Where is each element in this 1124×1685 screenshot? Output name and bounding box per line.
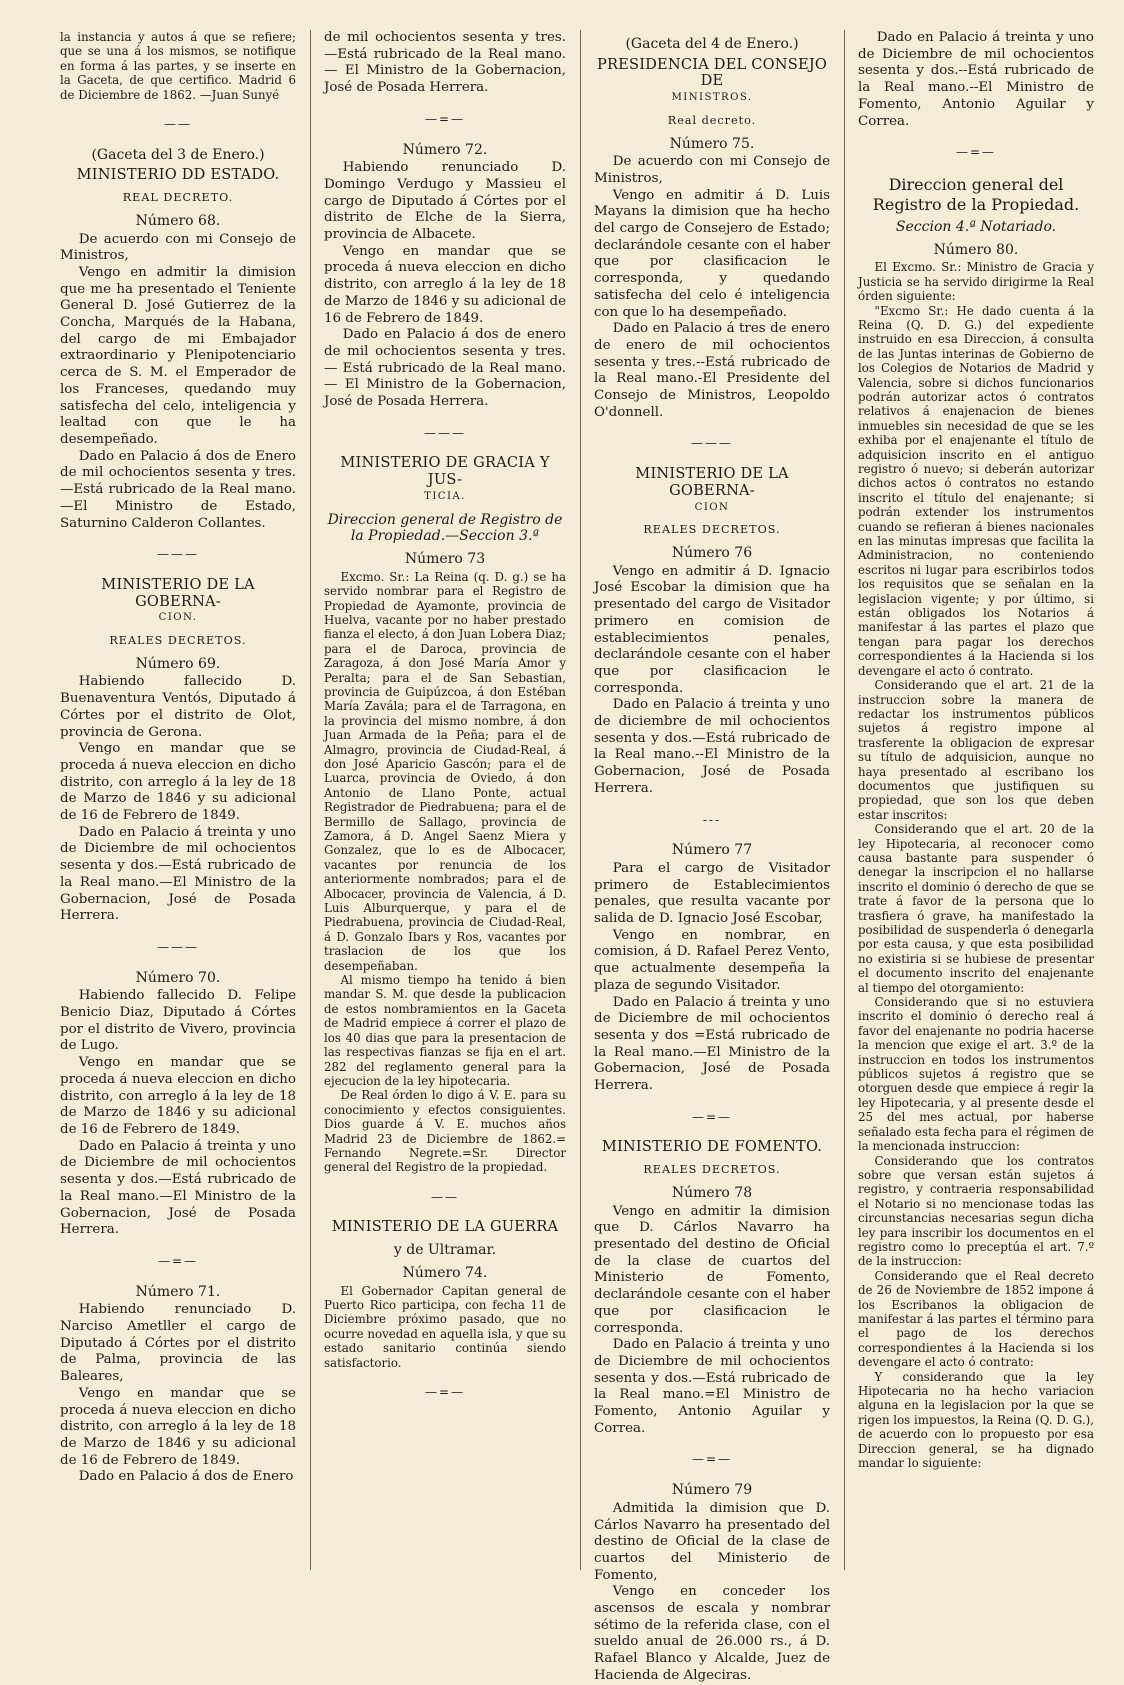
paragraph: la instancia y autos á que se refiere; que se una á los mismos, se notifique en forma á las partes, y se inserte en la Gaceta, de que certifico. Madrid 6 de Diciembre de 1862. —Juan Sunyé [60, 30, 296, 102]
paragraph: Dado en Palacio á treinta y uno de Diciembre de mil ochocientos sesenta y dos.--Está rubricado de la Real mano.--El Ministro de Fomento, Antonio Aguilar y Correa. [858, 30, 1094, 129]
decree-number: Número 69. [135, 655, 221, 672]
direction-heading: Direccion general del Registro de la Propiedad. [872, 174, 1080, 214]
paragraph: Dado en Palacio á treinta y uno de Diciembre de mil ochocientos sesenta y dos.—Está rubricado de la Real mano.—El Ministro de la Gobernacion, José de Posada Herrera. [60, 824, 296, 924]
separator: ——— [424, 425, 466, 440]
ministry-heading-cont: y de Ultramar. [393, 1242, 497, 1259]
decree-heading: REALES DECRETOS. [643, 1163, 781, 1177]
ministry-heading: MINISTERIO DD ESTADO. [76, 166, 280, 184]
column-3 [594, 30, 830, 1683]
separator: —=— [424, 1385, 466, 1399]
paragraph: De acuerdo con mi Consejo de Ministros, [594, 154, 830, 186]
separator: ——— [157, 547, 199, 562]
paragraph: Vengo en admitir á D. Luis Mayans la dimision que ha hecho del cargo de Consejero de Estado; declarándole cesante con el haber que por clasificacion le corresponda, y quedando satisfecha del celo é inteligencia con que lo ha desempeñado. [594, 187, 830, 320]
paragraph: El Gobernador Capitan general de Puerto Rico participa, con fecha 11 de Diciembre próximo pasado, que no ocurre novedad en aquella isla, y que su estado sanitario continúa siendo satisfactorio. [324, 1283, 566, 1370]
decree-number: Número 75. [669, 135, 755, 152]
paragraph: Vengo en conceder los ascensos de escala y nombrar sétimo de la referida clase, con el sueldo anual de 26.000 rs., á D. Rafael Blanco y Alcalde, Juez de Hacienda de Algeciras. [594, 1584, 830, 1683]
paragraph: Admitida la dimision que D. Cárlos Navarro ha presentado del destino de Oficial de la clase de cuartos del Ministerio de Fomento, [594, 1500, 830, 1583]
decree-number: Número 72. [402, 141, 488, 158]
direction-heading: Direccion general de Registro de la Propiedad.—Seccion 3.ª [327, 511, 563, 545]
paragraph: Al mismo tiempo ha tenido á bien mandar S. M. que desde la publicacion de estos nombramientos en la Gaceta de Madrid empiece á correr el plazo de los 40 dias que para la presentacion de las respectivas fianzas se fija en el art. 282 del reglamento general para la ejecucion de la ley hipotecaria. [324, 973, 566, 1088]
ministry-heading: MINISTERIO DE GRACIA Y JUS- [340, 454, 550, 489]
decree-number: Número 76 [671, 544, 753, 561]
separator: —=— [157, 1253, 199, 1268]
ministry-heading-cont: CION [694, 501, 730, 513]
paragraph: Dado en Palacio á treinta y uno de Diciembre de mil ochocientos sesenta y dos.—Está rubricado de la Real mano.—El Ministro de la Gobernacion, José de Posada Herrera. [60, 1138, 296, 1238]
separator: —— [431, 1189, 459, 1204]
decree-heading: Real decreto. [667, 113, 757, 127]
ministry-heading: MINISTERIO DE LA GOBERNA- [101, 575, 255, 610]
decree-number: Número 71. [135, 1283, 221, 1300]
decree-number: Número 74. [402, 1264, 488, 1281]
separator: --- [702, 812, 722, 827]
separator: ——— [691, 436, 733, 451]
gaceta-date: (Gaceta del 3 de Enero.) [91, 146, 265, 163]
decree-heading: REALES DECRETOS. [643, 523, 781, 537]
paragraph: Habiendo fallecido D. Buenaventura Ventós, Diputado á Córtes por el distrito de Olot, provincia de Gerona. [60, 674, 296, 740]
ministry-heading-cont: TICIA. [424, 490, 466, 502]
paragraph: Vengo en mandar que se proceda á nueva eleccion en dicho distrito, con arreglo á la ley de 18 de Marzo de 1846 y su adicional de 16 de Febrero de 1849. [60, 1385, 296, 1468]
ministry-heading: PRESIDENCIA DEL CONSEJO DE [596, 55, 828, 90]
decree-number: Número 79 [671, 1482, 753, 1499]
paragraph: Dado en Palacio á dos de enero de mil ochocientos sesenta y tres.— Está rubricado de la Real mano.— El Ministro de la Gobernacion, José de Posada Herrera. [324, 327, 566, 410]
paragraph: Considerando que el art. 21 de la instruccion sobre la manera de redactar los instrumentos públicos sujetos á registro impone al trasferente la obligacion de expresar su título de adquisicion, aunque no haya presentado al escribano los documentos que justifiquen su propiedad, que son los que deben estar inscritos: [858, 678, 1094, 822]
decree-number: Número 78 [671, 1184, 753, 1201]
column-rule [844, 30, 845, 1570]
ministry-heading: MINISTERIO DE LA GOBERNA- [635, 465, 789, 499]
paragraph: De acuerdo con mi Consejo de Ministros, [60, 231, 296, 264]
paragraph: De Real órden lo digo á V. E. para su conocimiento y efectos consiguientes. Dios guarde á V. E. muchos años Madrid 23 de Diciembre de 1862.= Fernando Negrete.=Sr. Director general del Registro de la propiedad. [324, 1088, 566, 1175]
paragraph: El Excmo. Sr.: Ministro de Gracia y Justicia se ha servido dirigirme la Real órden siguiente: [858, 260, 1094, 304]
column-2 [324, 30, 566, 1590]
column-rule [580, 30, 581, 1570]
section-heading: Seccion 4.ª Notariado. [895, 218, 1057, 235]
separator: —=— [691, 1452, 733, 1467]
paragraph: Vengo en mandar que se proceda á nueva eleccion en dicho distrito, con arreglo á la ley de 18 de Marzo de 1846 y su adicional de 16 de Febrero de 1849. [324, 243, 566, 326]
paragraph: Habiendo renunciado D. Narciso Ametller el cargo de Diputado á Córtes por el distrito de Palma, provincia de las Baleares, [60, 1302, 296, 1385]
paragraph: Vengo en nombrar, en comision, á D. Rafael Perez Vento, que actualmente desempeña la plaza de segundo Visitador. [594, 927, 830, 993]
separator: —=— [955, 145, 997, 160]
decree-heading: REALES DECRETOS. [109, 634, 247, 648]
column-rule [310, 30, 311, 1570]
paragraph: Dado en Palacio á treinta y uno de Diciembre de mil ochocientos sesenta y dos =Está rubricado de la Real mano.—El Ministro de la Gobernacion, José de Posada Herrera. [594, 994, 830, 1094]
paragraph: Para el cargo de Visitador primero de Establecimientos penales, que resulta vacante por salida de D. Ignacio José Escobar, [594, 860, 830, 927]
paragraph: de mil ochocientos sesenta y tres.—Está rubricado de la Real mano.— El Ministro de la Gobernacion, José de Posada Herrera. [324, 30, 566, 96]
paragraph: Dado en Palacio á tres de enero de enero de mil ochocientos sesenta y tres.--Está rubricado de la Real mano.-El Presidente del Consejo de Ministros, Leopoldo O'donnell. [594, 321, 830, 420]
paragraph: Considerando que si no estuviera inscrito el dominio ó derecho real á favor del enajenante no podria hacerse la mencion que exige el art. 3.º de la instruccion en todos los instrumentos públicos sujetos á registro que se otorguen desde que empiece á regir la ley Hipotecaria, y al presente desde el 25 del mes actual, por haberse señalado esta fecha para el régimen de la mencionada instruccion: [858, 995, 1094, 1154]
paragraph: Vengo en admitir á D. Ignacio José Escobar la dimision que ha presentado del cargo de Visitador primero en comision de establecimientos penales, declarándole cesante con el haber que por clasificacion le corresponda. [594, 563, 830, 696]
paragraph: Vengo en mandar que se proceda á nueva eleccion en dicho distrito, con arreglo á la ley de 18 de Marzo de 1846 y su adicional de 16 de Febrero de 1849. [60, 1055, 296, 1137]
ministry-heading: MINISTERIO DE LA GUERRA [331, 1218, 559, 1236]
paragraph: "Excmo Sr.: He dado cuenta á la Reina (Q. D. G.) del expediente instruido en esa Direccion, á consulta de las Juntas interinas de Gobierno de los Colegios de Notarios de Madrid y Valencia, sobre si dichos funcionarios podrán autorizar actos ó contratos relativos á enajenacion de bienes inmuebles sin necesidad de que se les exhiba por el enajenante el título de adquisicion inscrito en el antiguo registro ó nuevo; si deberán autorizar dichos actos ó contratos no estando inscrito el título del enajenante; si podrán extender los instrumentos cuando se refieran á bienes nacionales en las minutas impresas que facilita la Administracion, no conteniendo escritos ni lugar para escribirlos todos los requisitos que se señalan en la legislacion vigente; y por último, si están obligados los Notarios á manifestar á las partes el plazo que tengan para pagar los derechos correspondientes á la Hacienda si los devengare el acto ó contrato. [858, 303, 1094, 678]
separator: —=— [691, 1109, 733, 1124]
decree-number: Número 80. [933, 241, 1019, 258]
paragraph: Considerando que el art. 20 de la ley Hipotecaria, al reconocer como causa bastante para suspender ó denegar la inscripcion el no hallarse inscrito el dominio ó derecho de que se trate á favor de la persona que lo trasfiera ó grave, ha manifestado la posibilidad de suspenderla ó denegarla por esta causa, y que esta posibilidad no existiria si se hubiese de presentar el documento inscrito del enajenante al tiempo del otorgamiento: [858, 822, 1094, 995]
decree-number: Número 70. [135, 969, 221, 986]
paragraph: Y considerando que la ley Hipotecaria no ha hecho variacion alguna en la legislacion por la que se rigen los impuestos, la Reina (Q. D. G.), de acuerdo con lo propuesto por esa Direccion general, se ha dignado mandar lo siguiente: [858, 1369, 1094, 1471]
paragraph: Dado en Palacio á dos de Enero de mil ochocientos sesenta y tres. —Está rubricado de la Real mano.—El Ministro de Estado, Saturnino Calderon Collantes. [60, 448, 296, 531]
paragraph: Dado en Palacio á treinta y uno de Diciembre de mil ochocientos sesenta y dos.—Está rubricado de la Real mano.=El Ministro de Fomento, Antonio Aguilar y Correa. [594, 1337, 830, 1436]
paragraph: Considerando que los contratos sobre que versan están sujetos á registro, y contraeria responsabilidad el Notario si no mencionase todas las circunstancias necesarias segun dicha ley para inscribir los documentos en el registro como lo preceptúa el art. 7.º de la instruccion: [858, 1153, 1094, 1269]
paragraph: Vengo en admitir la dimision que me ha presentado el Teniente General D. José Gutierrez de la Concha, Marqués de la Habana, del cargo de mi Embajador extraordinario y Plenipotenciario cerca de S. M. el Emperador de los Franceses, quedando muy satisfecha del celo, inteligencia y lealtad con que le ha desempeñado. [60, 264, 296, 447]
paragraph: Habiendo renunciado D. Domingo Verdugo y Massieu el cargo de Diputado á Córtes por el distrito de Elche de la Sierra, provincia de Albacete. [324, 160, 566, 243]
ministry-heading-cont: CION. [158, 612, 198, 624]
paragraph: Dado en Palacio á dos de Enero [78, 1469, 294, 1485]
decree-number: Número 73 [404, 550, 486, 567]
separator: —=— [424, 111, 466, 126]
paragraph: Vengo en admitir la dimision que D. Cárlos Navarro ha presentado del destino de Oficial de la clase de cuartos del Ministerio de Fomento, declarándole cesante con el haber que por clasificacion le corresponda. [594, 1203, 830, 1336]
separator: —— [164, 117, 192, 132]
gaceta-date: (Gaceta del 4 de Enero.) [625, 36, 799, 52]
paragraph: Vengo en mandar que se proceda á nueva eleccion en dicho distrito, con arreglo á la ley de 18 de Marzo de 1846 y su adicional de 16 de Febrero de 1849. [60, 741, 296, 824]
separator: ——— [157, 939, 199, 954]
decree-heading: REAL DECRETO. [122, 191, 234, 205]
column-1 [60, 30, 296, 1590]
paragraph: Excmo. Sr.: La Reina (q. D. g.) se ha servido nombrar para el Registro de Propiedad de Ayamonte, provincia de Huelva, vacante por no haber prestado fianza el electo, á don Juan Lobera Diaz; para el de Daroca, provincia de Zaragoza, á don José María Amor y Peralta; para el de San Sebastian, provincia de Guipúzcoa, á don Estéban María Zavála; para el de Tarragona, en la provincia del mismo nombre, á don Juan Armada de la Peña; para el de Almagro, provincia de Ciudad-Real, á don José Aparicio Gascón; para el de Luarca, provincia de Oviedo, á don Antonio de Llano Ponte, actual Registrador de Piedrabuena; para el de Bermillo de Sallago, provincia de Zamora, á D. Angel Saenz Miera y Gonzalez, que lo es de Albocacer, vacantes por renuncia de los anteriormente nombrados; para el de Albocacer, provincia de Valencia, á D. Luis Alburquerque, y para el de Piedrabuena, provincia de Ciudad-Real, á D. Gonzalo Ibars y Ros, vacantes por traslacion de los que los desempeñaban. [324, 569, 566, 973]
column-4 [858, 30, 1094, 1590]
ministry-heading-cont: MINISTROS. [671, 92, 753, 104]
decree-number: Número 68. [135, 212, 221, 229]
paragraph: Considerando que el Real decreto de 26 de Noviembre de 1852 impone á los Escribanos la obligacion de manifestar á las partes el término para el pago de los derechos correspondientes á la Hacienda si los devengare el acto ó contrato: [858, 1268, 1094, 1370]
paragraph: Dado en Palacio á treinta y uno de diciembre de mil ochocientos sesenta y dos.—Está rubricado de la Real mano.--El Ministro de la Gobernacion, José de Posada Herrera. [594, 697, 830, 796]
ministry-heading: MINISTERIO DE FOMENTO. [601, 1138, 823, 1156]
decree-number: Número 77 [671, 842, 753, 859]
paragraph: Habiendo fallecido D. Felipe Benicio Diaz, Diputado á Córtes por el distrito de Vivero, provincia de Lugo. [60, 988, 296, 1054]
